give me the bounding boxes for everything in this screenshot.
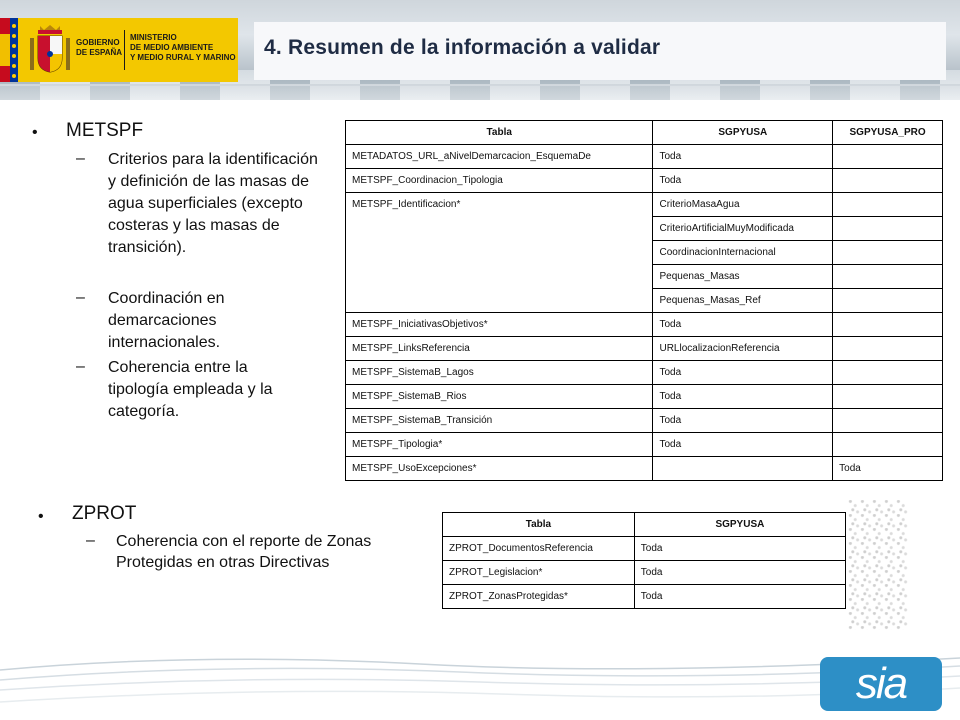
table-cell: Toda — [833, 457, 943, 481]
logo-text-ministry: MINISTERIO DE MEDIO AMBIENTE Y MEDIO RURAL Y MARINO — [130, 33, 236, 62]
column-header: Tabla — [443, 513, 635, 537]
zprot-table — [442, 512, 846, 609]
table-row — [443, 585, 846, 609]
table-row — [346, 457, 943, 481]
table-row — [346, 145, 943, 169]
table-cell: Toda — [653, 433, 833, 457]
table-cell: Toda — [634, 537, 845, 561]
table-cell — [653, 457, 833, 481]
column-header: SGPYUSA — [653, 121, 833, 145]
table-cell — [833, 265, 943, 289]
dash-marker: – — [76, 150, 85, 167]
decorative-speckle — [848, 500, 908, 630]
table-cell: METADATOS_URL_aNivelDemarcacion_EsquemaDe — [346, 145, 653, 169]
column-header: SGPYUSA_PRO — [833, 121, 943, 145]
logo-divider — [124, 30, 125, 70]
table-cell: METSPF_SistemaB_Lagos — [346, 361, 653, 385]
table-cell: METSPF_IniciativasObjetivos* — [346, 313, 653, 337]
table-header-row — [443, 513, 846, 537]
table-cell: METSPF_UsoExcepciones* — [346, 457, 653, 481]
table-cell: ZPROT_Legislacion* — [443, 561, 635, 585]
table-row — [346, 337, 943, 361]
table-cell: METSPF_LinksReferencia — [346, 337, 653, 361]
table-cell: METSPF_SistemaB_Transición — [346, 409, 653, 433]
logo-text-government: GOBIERNO DE ESPAÑA — [76, 38, 123, 57]
dash-marker: – — [86, 532, 95, 549]
table-cell: CriterioArtificialMuyModificada — [653, 217, 833, 241]
metspf-item: Coordinación en demarcaciones internacionales. — [108, 290, 225, 351]
table-cell: CriterioMasaAgua — [653, 193, 833, 217]
table-cell: Toda — [653, 313, 833, 337]
table-cell: Toda — [634, 561, 845, 585]
header-wave — [0, 86, 960, 100]
zprot-item: Coherencia con el reporte de Zonas Protegidas en otras Directivas — [116, 533, 372, 571]
eu-flag-strip — [10, 18, 18, 82]
table-row — [346, 433, 943, 457]
table-cell: Toda — [653, 409, 833, 433]
table-row — [346, 169, 943, 193]
table-cell: Toda — [653, 361, 833, 385]
metspf-table — [345, 120, 943, 481]
table-row — [443, 561, 846, 585]
table-cell — [833, 241, 943, 265]
table-cell: METSPF_Coordinacion_Tipologia — [346, 169, 653, 193]
metspf-item: Criterios para la identificación y definición de las masas de agua superficiales (excepto costeras y las masas de transición). — [108, 151, 318, 256]
coat-of-arms-icon — [28, 24, 72, 76]
table-row — [346, 193, 943, 217]
table-cell: METSPF_Tipologia* — [346, 433, 653, 457]
table-cell — [833, 433, 943, 457]
table-cell — [833, 337, 943, 361]
table-cell: METSPF_Identificacion* — [346, 193, 653, 313]
column-header: Tabla — [346, 121, 653, 145]
dash-marker: – — [76, 289, 85, 306]
table-cell — [833, 409, 943, 433]
section-heading-zprot: ZPROT — [72, 503, 137, 524]
table-cell: Pequenas_Masas_Ref — [653, 289, 833, 313]
table-cell — [833, 217, 943, 241]
table-row — [346, 313, 943, 337]
table-header-row — [346, 121, 943, 145]
table-cell — [833, 169, 943, 193]
sia-logo — [820, 657, 942, 711]
table-row — [346, 385, 943, 409]
bullet-icon: • — [32, 124, 38, 141]
section-heading-metspf: METSPF — [66, 120, 144, 141]
page-title: 4. Resumen de la información a validar — [264, 36, 661, 59]
sia-logo-text: sia — [855, 659, 907, 708]
table-row — [346, 361, 943, 385]
table-cell: Toda — [653, 169, 833, 193]
table-cell: Toda — [653, 385, 833, 409]
table-cell — [833, 193, 943, 217]
table-cell — [833, 289, 943, 313]
table-cell — [833, 145, 943, 169]
table-cell: ZPROT_DocumentosReferencia — [443, 537, 635, 561]
table-row — [346, 409, 943, 433]
table-cell — [833, 313, 943, 337]
table-cell: URLlocalizacionReferencia — [653, 337, 833, 361]
table-cell — [833, 385, 943, 409]
column-header: SGPYUSA — [634, 513, 845, 537]
table-cell: Toda — [653, 145, 833, 169]
table-cell: METSPF_SistemaB_Rios — [346, 385, 653, 409]
ministry-logo — [18, 18, 238, 82]
dash-marker: – — [76, 358, 85, 375]
table-cell: CoordinacionInternacional — [653, 241, 833, 265]
table-cell: Pequenas_Masas — [653, 265, 833, 289]
footer-wave-decoration — [0, 650, 960, 720]
table-cell: Toda — [634, 585, 845, 609]
table-cell — [833, 361, 943, 385]
table-row — [443, 537, 846, 561]
metspf-item: Coherencia entre la tipología empleada y la categoría. — [108, 359, 273, 420]
bullet-icon: • — [38, 508, 44, 525]
table-cell: ZPROT_ZonasProtegidas* — [443, 585, 635, 609]
spain-flag-strip — [0, 18, 10, 82]
